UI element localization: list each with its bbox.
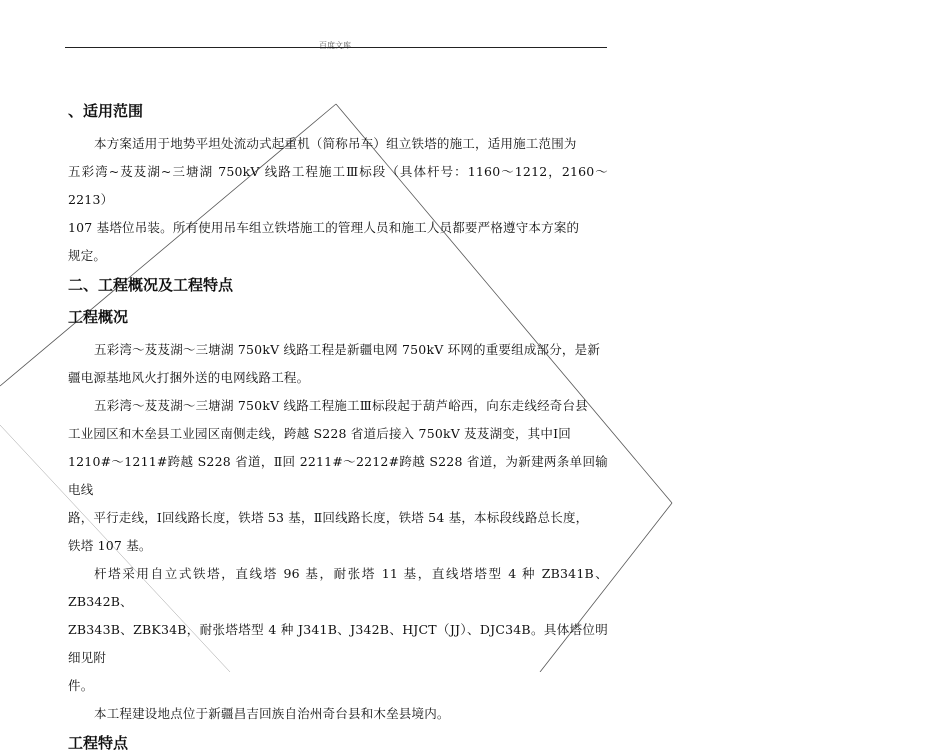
paragraph-line: 五彩湾～芨芨湖～三塘湖 750kV 线路工程是新疆电网 750kV 环网的重要组成部分，是新 [94,342,601,357]
document-body [68,98,608,756]
paragraph-line: 1210#～1211#跨越 S228 省道，Ⅱ回 2211#～2212#跨越 S228 省道，为新建两条单回输电线 [68,454,608,497]
paragraph-line: 107 基塔位吊装。所有使用吊车组立铁塔施工的管理人员和施工人员都要严格遵守本方案的 [68,220,580,235]
paragraph-line: 疆电源基地风火打捆外送的电网线路工程。 [68,370,310,385]
paragraph-line: 规定。 [68,248,107,263]
paragraph-line: 五彩湾～芨芨湖～三塘湖 750kV 线路工程施工Ⅲ标段起于葫芦峪西，向东走线经奇台县 [94,398,588,413]
subsection-title-overview: 工程概况 [68,308,129,326]
paragraph-line: 本方案适用于地势平坦处流动式起重机（简称吊车）组立铁塔的施工，适用施工范围为 [94,136,577,151]
paragraph-line: 五彩湾~芨芨湖~三塘湖 750kV 线路工程施工Ⅲ标段（具体杆号：1160～1212，2160～2213） [68,164,608,207]
paragraph-line: 工业园区和木垒县工业园区南侧走线，跨越 S228 省道后接入 750kV 芨芨湖变，其中Ⅰ回 [68,426,571,441]
paragraph-line: 铁塔 107 基。 [68,538,152,553]
subsection-title-features: 工程特点 [68,734,129,752]
section-title-scope: 、适用范围 [68,102,144,120]
paragraph-line: 杆塔采用自立式铁塔，直线塔 96 基，耐张塔 11 基，直线塔塔型 4 种 ZB341B、ZB342B、 [68,566,608,609]
section-title-overview: 二、工程概况及工程特点 [68,276,234,294]
paragraph-line: 路，平行走线，Ⅰ回线路长度，铁塔 53 基，Ⅱ回线路长度，铁塔 54 基，本标段线路总长度， [68,510,589,525]
paragraph-line: ZB343B、ZBK34B，耐张塔塔型 4 种 J341B、J342B、HJCT（JJ）、DJC34B。具体塔位明细见附 [68,622,608,665]
paragraph-line: 件。 [68,678,94,693]
paragraph-line: 本工程建设地点位于新疆昌吉回族自治州奇台县和木垒县境内。 [94,706,450,721]
page-header-label: 百度文库 [319,41,351,50]
